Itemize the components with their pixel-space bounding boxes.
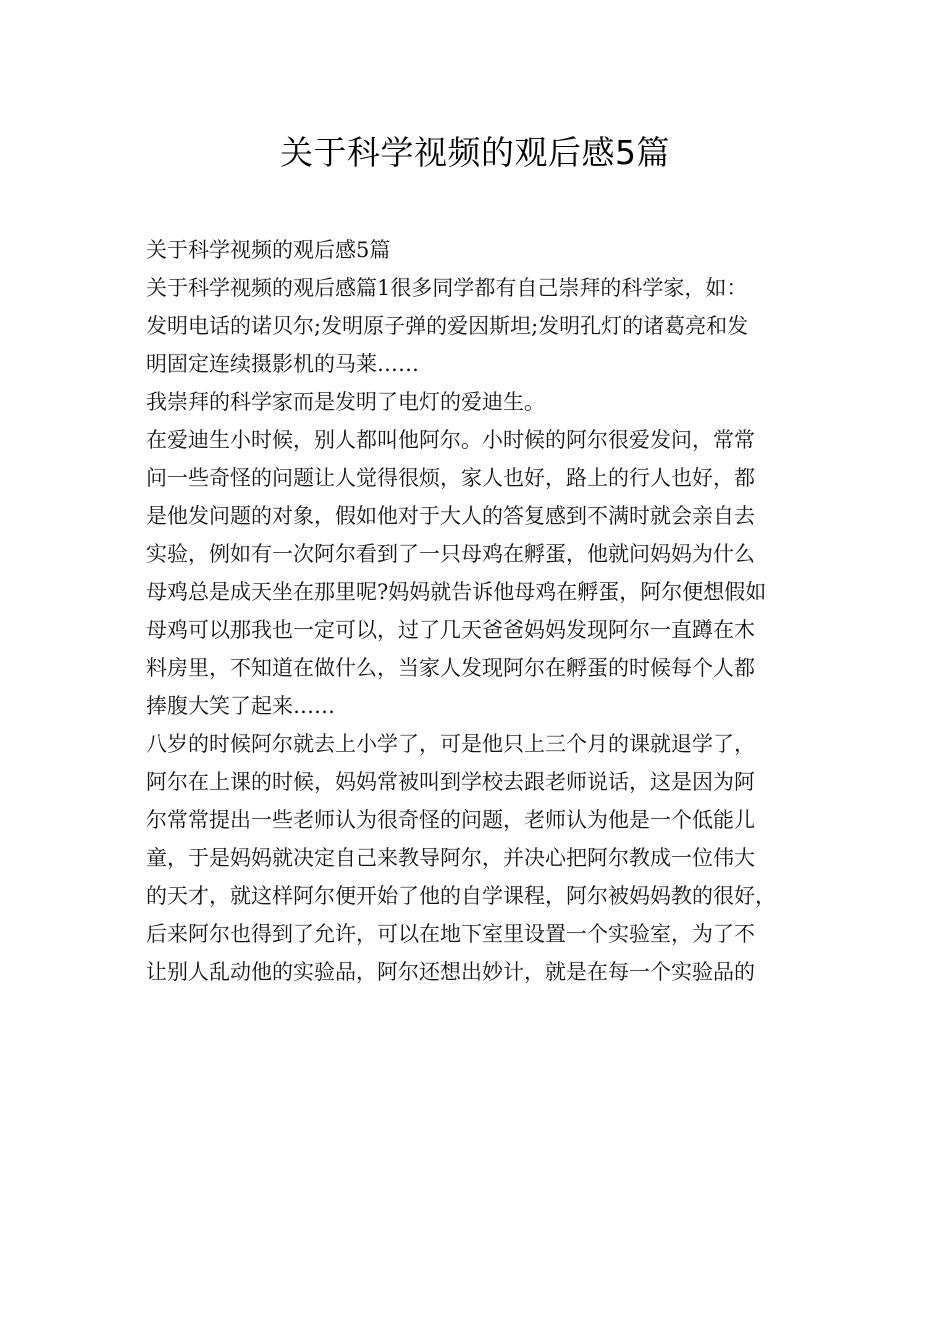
text-line: 我崇拜的科学家而是发明了电灯的爱迪生。	[146, 390, 545, 414]
text-line: 尔常常提出一些老师认为很奇怪的问题，老师认为他是一个低能儿	[146, 808, 755, 832]
text-line: 让别人乱动他的实验品，阿尔还想出妙计，就是在每一个实验品的	[146, 960, 755, 984]
text-line: 关于科学视频的观后感篇1很多同学都有自己崇拜的科学家，如：	[146, 276, 748, 300]
text-line: 关于科学视频的观后感5篇	[146, 238, 391, 262]
text-line: 发明电话的诺贝尔;发明原子弹的爱因斯坦;发明孔灯的诸葛亮和发	[146, 314, 749, 338]
text-line: 是他发问题的对象，假如他对于大人的答复感到不满时就会亲自去	[146, 504, 755, 528]
text-line: 童，于是妈妈就决定自己来教导阿尔，并决心把阿尔教成一位伟大	[146, 846, 755, 870]
text-line: 后来阿尔也得到了允许，可以在地下室里设置一个实验室，为了不	[146, 922, 755, 946]
text-line: 阿尔在上课的时候，妈妈常被叫到学校去跟老师说话，这是因为阿	[146, 770, 755, 794]
text-line: 在爱迪生小时候，别人都叫他阿尔。小时候的阿尔很爱发问，常常	[146, 428, 755, 452]
document-body	[146, 231, 826, 991]
text-line: 料房里，不知道在做什么，当家人发现阿尔在孵蛋的时候每个人都	[146, 656, 755, 680]
text-line: 实验，例如有一次阿尔看到了一只母鸡在孵蛋，他就问妈妈为什么	[146, 542, 755, 566]
text-line: 明固定连续摄影机的马莱……	[146, 352, 419, 376]
text-line: 母鸡可以那我也一定可以，过了几天爸爸妈妈发现阿尔一直蹲在木	[146, 618, 755, 642]
text-line: 的天才，就这样阿尔便开始了他的自学课程，阿尔被妈妈教的很好，	[146, 884, 776, 908]
document-title: 关于科学视频的观后感5篇	[280, 133, 670, 172]
text-line: 问一些奇怪的问题让人觉得很烦，家人也好，路上的行人也好，都	[146, 466, 755, 490]
text-line: 八岁的时候阿尔就去上小学了，可是他只上三个月的课就退学了，	[146, 732, 755, 756]
text-line: 捧腹大笑了起来……	[146, 694, 335, 718]
text-line: 母鸡总是成天坐在那里呢?妈妈就告诉他母鸡在孵蛋，阿尔便想假如	[146, 580, 767, 604]
